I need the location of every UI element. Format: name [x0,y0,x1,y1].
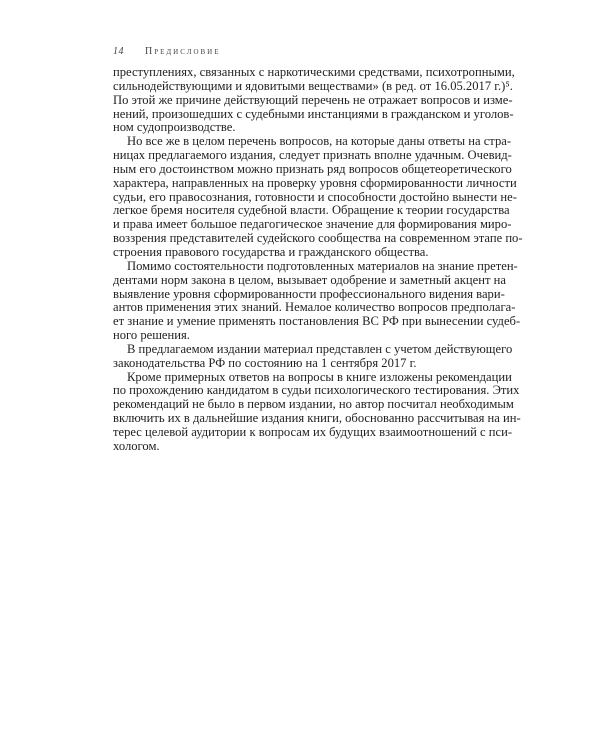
text-line: антов применения этих знаний. Немалое количество вопросов предполага- [113,300,516,315]
text-line: нений, произошедших с судебными инстанциями в гражданском и уголов- [113,106,514,121]
text-line: ным его достоинством можно признать ряд вопросов общетеоретического [113,161,512,176]
text-line: выявление уровня сформированности профессионального видения вари- [113,286,505,301]
text-line: Но все же в целом перечень вопросов, на которые даны ответы на стра- [127,134,512,149]
text-line: строения правового государства и гражданского общества. [113,244,429,259]
text-line: ет знание и умение применять постановления ВС РФ при вынесении судеб- [113,314,521,329]
text-line: Помимо состоятельности подготовленных материалов на знание претен- [127,258,518,273]
text-line: дентами норм закона в целом, вызывает одобрение и заметный акцент на [113,272,506,287]
text-line: терес целевой аудитории к вопросам их будущих взаимоотношений с пси- [113,424,513,439]
paragraph [113,369,521,454]
paragraph [113,341,513,371]
text-line: ном судопроизводстве. [113,120,236,135]
text-line: По этой же причине действующий перечень не отражает вопросов и изме- [113,92,513,107]
text-line: сильнодействующими и ядовитыми веществами» (в ред. от 16.05.2017 г.)⁵. [113,78,513,93]
text-line: легкое бремя носителя судебной власти. Обращение к теории государства [113,203,510,218]
page-body [113,65,523,454]
text-line: рекомендаций не было в первом издании, но автор посчитал необходимым [113,397,514,412]
text-line: ницах предлагаемого издания, следует признать вполне удачным. Очевид- [113,148,512,163]
paragraph [113,65,515,135]
paragraph [113,258,521,343]
paragraph [113,134,523,260]
text-line: преступлениях, связанных с наркотическими средствами, психотропными, [113,65,515,79]
running-title: Предисловие [145,46,221,57]
running-header [113,46,221,57]
text-line: характера, направленных на проверку уровня сформированности личности [113,175,517,190]
text-line: хологом. [113,438,160,453]
page-number: 14 [113,46,124,57]
text-line: судьи, его правосознания, готовности и способности достойно вынести не- [113,189,517,204]
text-line: по прохождению кандидатом в судьи психологического тестирования. Этих [113,383,520,398]
text-line: включить их в дальнейшие издания книги, обоснованно рассчитывая на ин- [113,411,521,426]
text-line: В предлагаемом издании материал представлен с учетом действующего [127,341,513,356]
text-line: и права имеет большое педагогическое значение для формирования миро- [113,217,512,232]
text-line: ного решения. [113,328,190,343]
text-line: Кроме примерных ответов на вопросы в книге изложены рекомендации [127,369,512,384]
text-line: законодательства РФ по состоянию на 1 сентября 2017 г. [113,355,417,370]
text-line: воззрения представителей судейского сообщества на современном этапе по- [113,231,523,246]
